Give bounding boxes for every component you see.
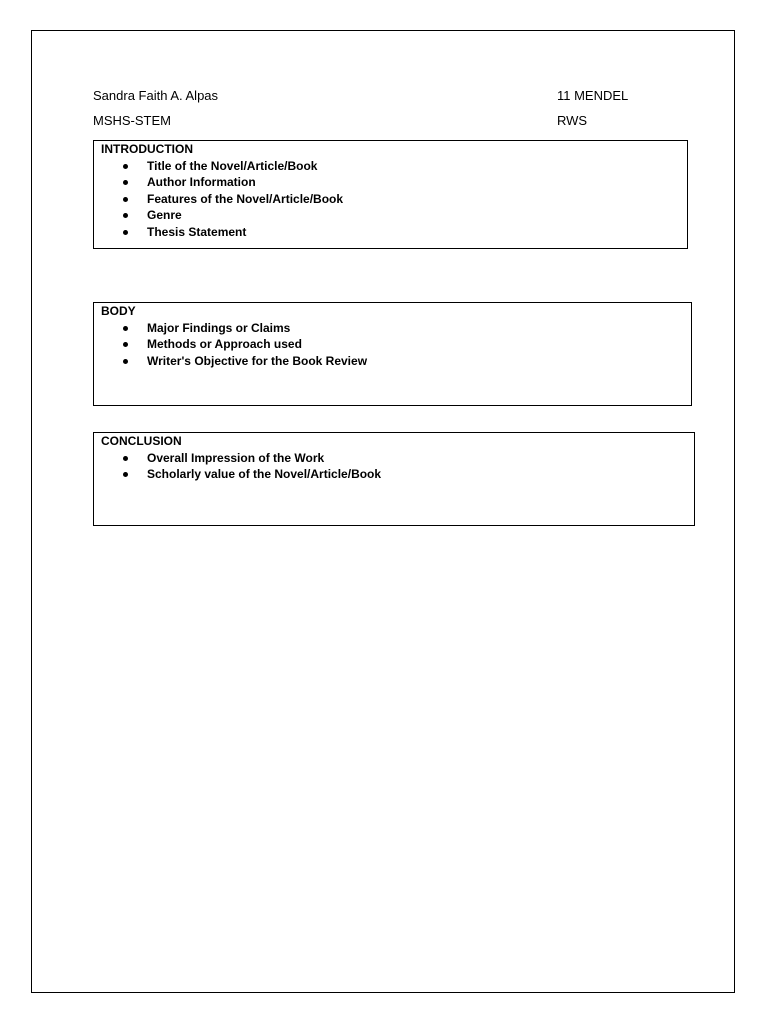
list-item: Writer's Objective for the Book Review bbox=[101, 353, 691, 369]
body-list bbox=[101, 320, 691, 369]
list-item: Title of the Novel/Article/Book bbox=[101, 158, 687, 174]
bullet-icon bbox=[123, 180, 128, 185]
bullet-icon bbox=[123, 326, 128, 331]
introduction-box bbox=[93, 140, 688, 249]
body-box bbox=[93, 302, 692, 406]
bullet-icon bbox=[123, 359, 128, 364]
list-item: Author Information bbox=[101, 174, 687, 190]
list-item: Features of the Novel/Article/Book bbox=[101, 191, 687, 207]
bullet-icon bbox=[123, 342, 128, 347]
bullet-icon bbox=[123, 164, 128, 169]
introduction-list bbox=[101, 158, 687, 240]
student-section: 11 MENDEL bbox=[557, 88, 629, 103]
list-item: Thesis Statement bbox=[101, 224, 687, 240]
bullet-icon bbox=[123, 230, 128, 235]
school-name: MSHS-STEM bbox=[93, 113, 171, 128]
body-title: BODY bbox=[101, 304, 136, 318]
list-item: Scholarly value of the Novel/Article/Book bbox=[101, 466, 694, 482]
conclusion-box bbox=[93, 432, 695, 526]
list-item: Overall Impression of the Work bbox=[101, 450, 694, 466]
bullet-icon bbox=[123, 472, 128, 477]
subject-name: RWS bbox=[557, 113, 588, 128]
conclusion-title: CONCLUSION bbox=[101, 434, 182, 448]
list-item: Major Findings or Claims bbox=[101, 320, 691, 336]
bullet-icon bbox=[123, 213, 128, 218]
conclusion-list bbox=[101, 450, 694, 483]
bullet-icon bbox=[123, 456, 128, 461]
student-name: Sandra Faith A. Alpas bbox=[93, 88, 219, 103]
list-item: Methods or Approach used bbox=[101, 336, 691, 352]
introduction-title: INTRODUCTION bbox=[101, 142, 193, 156]
bullet-icon bbox=[123, 197, 128, 202]
list-item: Genre bbox=[101, 207, 687, 223]
